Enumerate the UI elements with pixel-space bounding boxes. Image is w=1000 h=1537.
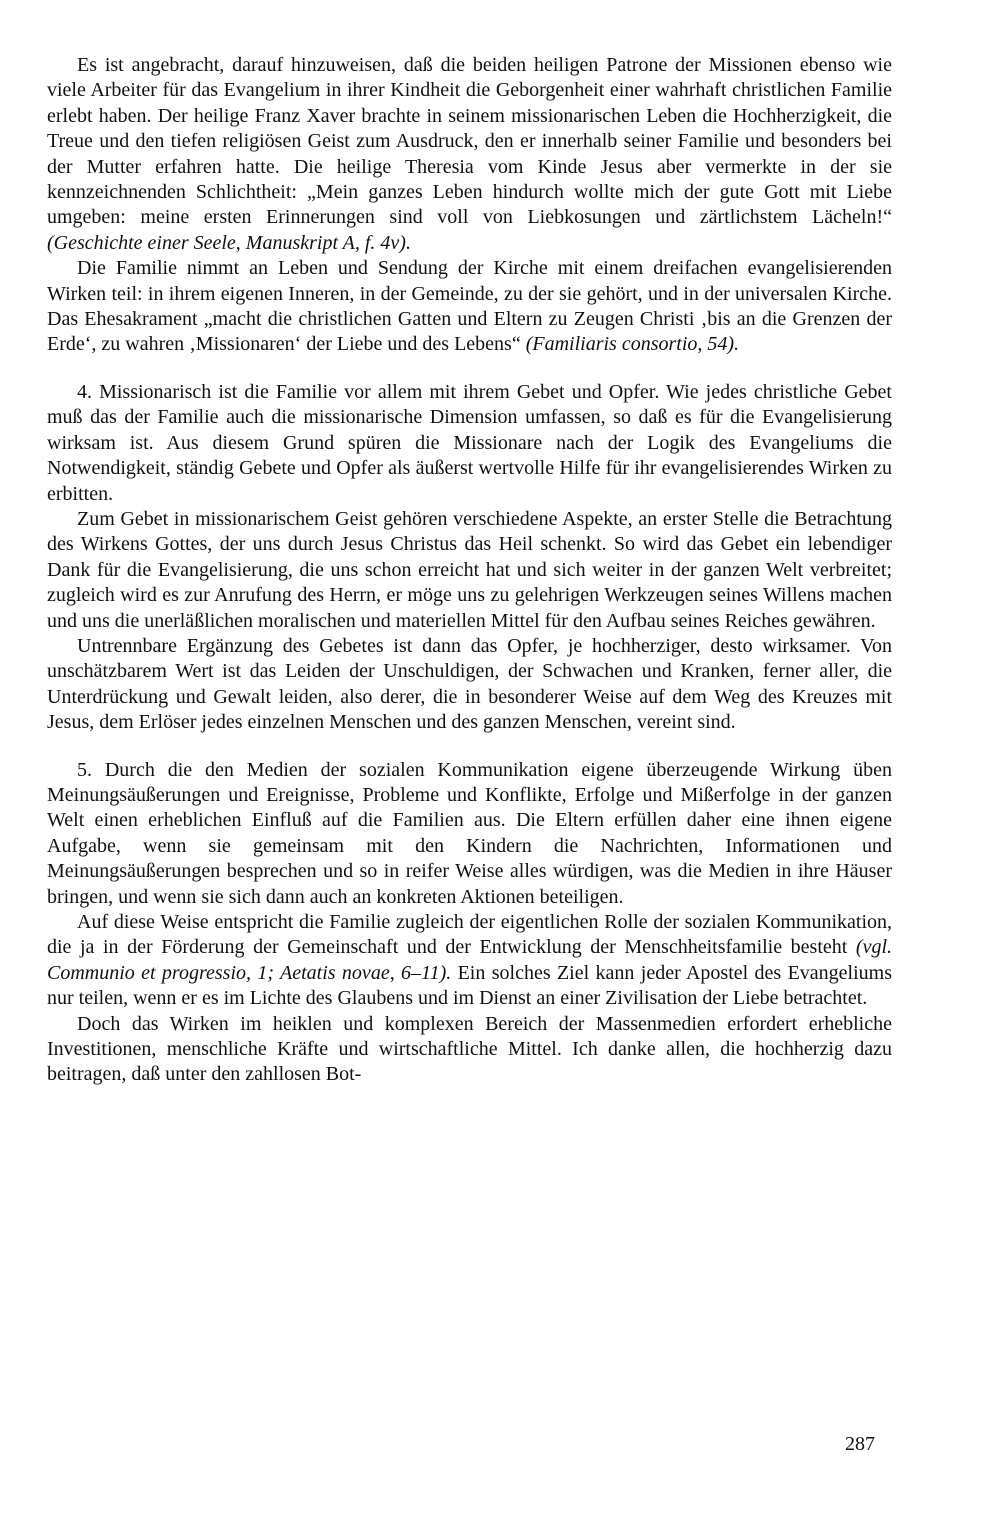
citation: (Geschichte einer Seele, Manuskript A, f. 4v). [47, 231, 411, 254]
paragraph-text: 5. Durch die den Medien der sozialen Kommunikation eigene überzeugende Wirkung üben Meinungsäußerungen und Ereignisse, Probleme und Konflikte, Erfolge und Mißerfolge in der ganzen Welt einen erheblichen Einfluß auf die Familien aus. Die Eltern erfüllen daher eine ihnen eigene Aufgabe, wenn sie gemeinsam mit den Kindern die Nachrichten, Informationen und Meinungsäußerungen besprechen und so in reifer Weise alles würdigen, was die Medien in ihre Häuser bringen, und wenn sie sich dann auch an konkreten Aktionen beteiligen. [47, 758, 892, 908]
paragraph-text: Untrennbare Ergänzung des Gebetes ist dann das Opfer, je hochherziger, desto wirksamer. Von unschätzbarem Wert ist das Leiden der Unschuldigen, der Schwachen und Kranken, ferner aller, die Unterdrückung und Gewalt leiden, also derer, die in besonderer Weise auf dem Weg des Kreuzes mit Jesus, dem Erlöser jedes einzelnen Menschen und des ganzen Menschen, vereint sind. [47, 634, 892, 734]
page-number: 287 [845, 1433, 875, 1455]
paragraph-text: Auf diese Weise entspricht die Familie zugleich der eigentlichen Rolle der sozialen Kommunikation, die ja in der Förderung der Gemeinschaft und der Entwicklung der Menschheitsfamilie besteht [47, 911, 892, 959]
paragraph [47, 256, 892, 358]
paragraph-text: Zum Gebet in missionarischem Geist gehören verschiedene Aspekte, an erster Stelle die Betrachtung des Wirkens Gottes, der uns durch Jesus Christus das Heil schenkt. So wird das Gebet ein lebendiger Dank für die Evangelisierung, die uns schon erreicht hat und sich weiter in der ganzen Welt verbreitet; zugleich wird es zur Anrufung des Herrn, er möge uns zu gelehrigen Werkzeugen seines Willens machen und uns die unerläßlichen moralischen und materiellen Mittel für den Aufbau seines Reiches gewähren. [47, 507, 892, 632]
paragraph-text: Ein solches Ziel kann jeder Apostel des Evangeliums nur teilen, wenn er es im Lichte des Glaubens und im Dienst an einer Zivilisation der Liebe betrachtet. [47, 961, 893, 1010]
paragraph [47, 380, 892, 507]
paragraph [47, 634, 892, 736]
paragraph [47, 758, 892, 910]
paragraph [47, 910, 892, 1012]
paragraph-text: 4. Missionarisch ist die Familie vor allem mit ihrem Gebet und Opfer. Wie jedes christliche Gebet muß das der Familie auch die missionarische Dimension umfassen, so daß es für die Evangelisierung wirksam ist. Aus diesem Grund spüren die Missionare nach der Logik des Evangeliums die Notwendigkeit, ständig Gebete und Opfer als äußerst wertvolle Hilfe für ihr evangelisierendes Wirken zu erbitten. [47, 380, 892, 505]
citation: (Familiaris consortio, 54). [525, 333, 740, 356]
citation: (vgl. Communio et progressio, 1; Aetatis novae, 6–11). [47, 936, 892, 984]
paragraph [47, 507, 892, 634]
paragraph-text: Die Familie nimmt an Leben und Sendung der Kirche mit einem dreifachen evangelisierenden Wirken teil: in ihrem eigenen Inneren, in der Gemeinde, zu der sie gehört, und in der universalen Kirche. Das Ehesakrament „macht die christlichen Gatten und Eltern zu Zeugen Christi ‚bis an die Grenzen der Erde‘, zu wahren ‚Missionaren‘ der Liebe und des Lebens“ [47, 257, 892, 356]
paragraph [47, 53, 892, 256]
paragraph [47, 1012, 892, 1088]
paragraph-text: Doch das Wirken im heiklen und komplexen Bereich der Massenmedien erfordert erhebliche Investitionen, menschliche Kräfte und wirtschaftliche Mittel. Ich danke allen, die hochherzig dazu beitragen, daß unter den zahllosen Bot- [47, 1012, 892, 1086]
paragraph-text: Es ist angebracht, darauf hinzuweisen, daß die beiden heiligen Patrone der Missionen ebenso wie viele Arbeiter für das Evangelium in ihrer Kindheit die Geborgenheit einer wahrhaft christlichen Familie erlebt haben. Der heilige Franz Xaver brachte in seinem missionarischen Leben die Hochherzigkeit, die Treue und den tiefen religiösen Geist zum Ausdruck, den er innerhalb seiner Familie und besonders bei der Mutter erfahren hatte. Die heilige Theresia vom Kinde Jesus aber vermerkte in der sie kennzeichnenden Schlichtheit: „Mein ganzes Leben hindurch wollte mich der gute Gott mit Liebe umgeben: meine ersten Erinnerungen sind voll von Liebkosungen und zärtlichstem Lächeln!“ [47, 54, 892, 229]
body-text [47, 53, 892, 1088]
